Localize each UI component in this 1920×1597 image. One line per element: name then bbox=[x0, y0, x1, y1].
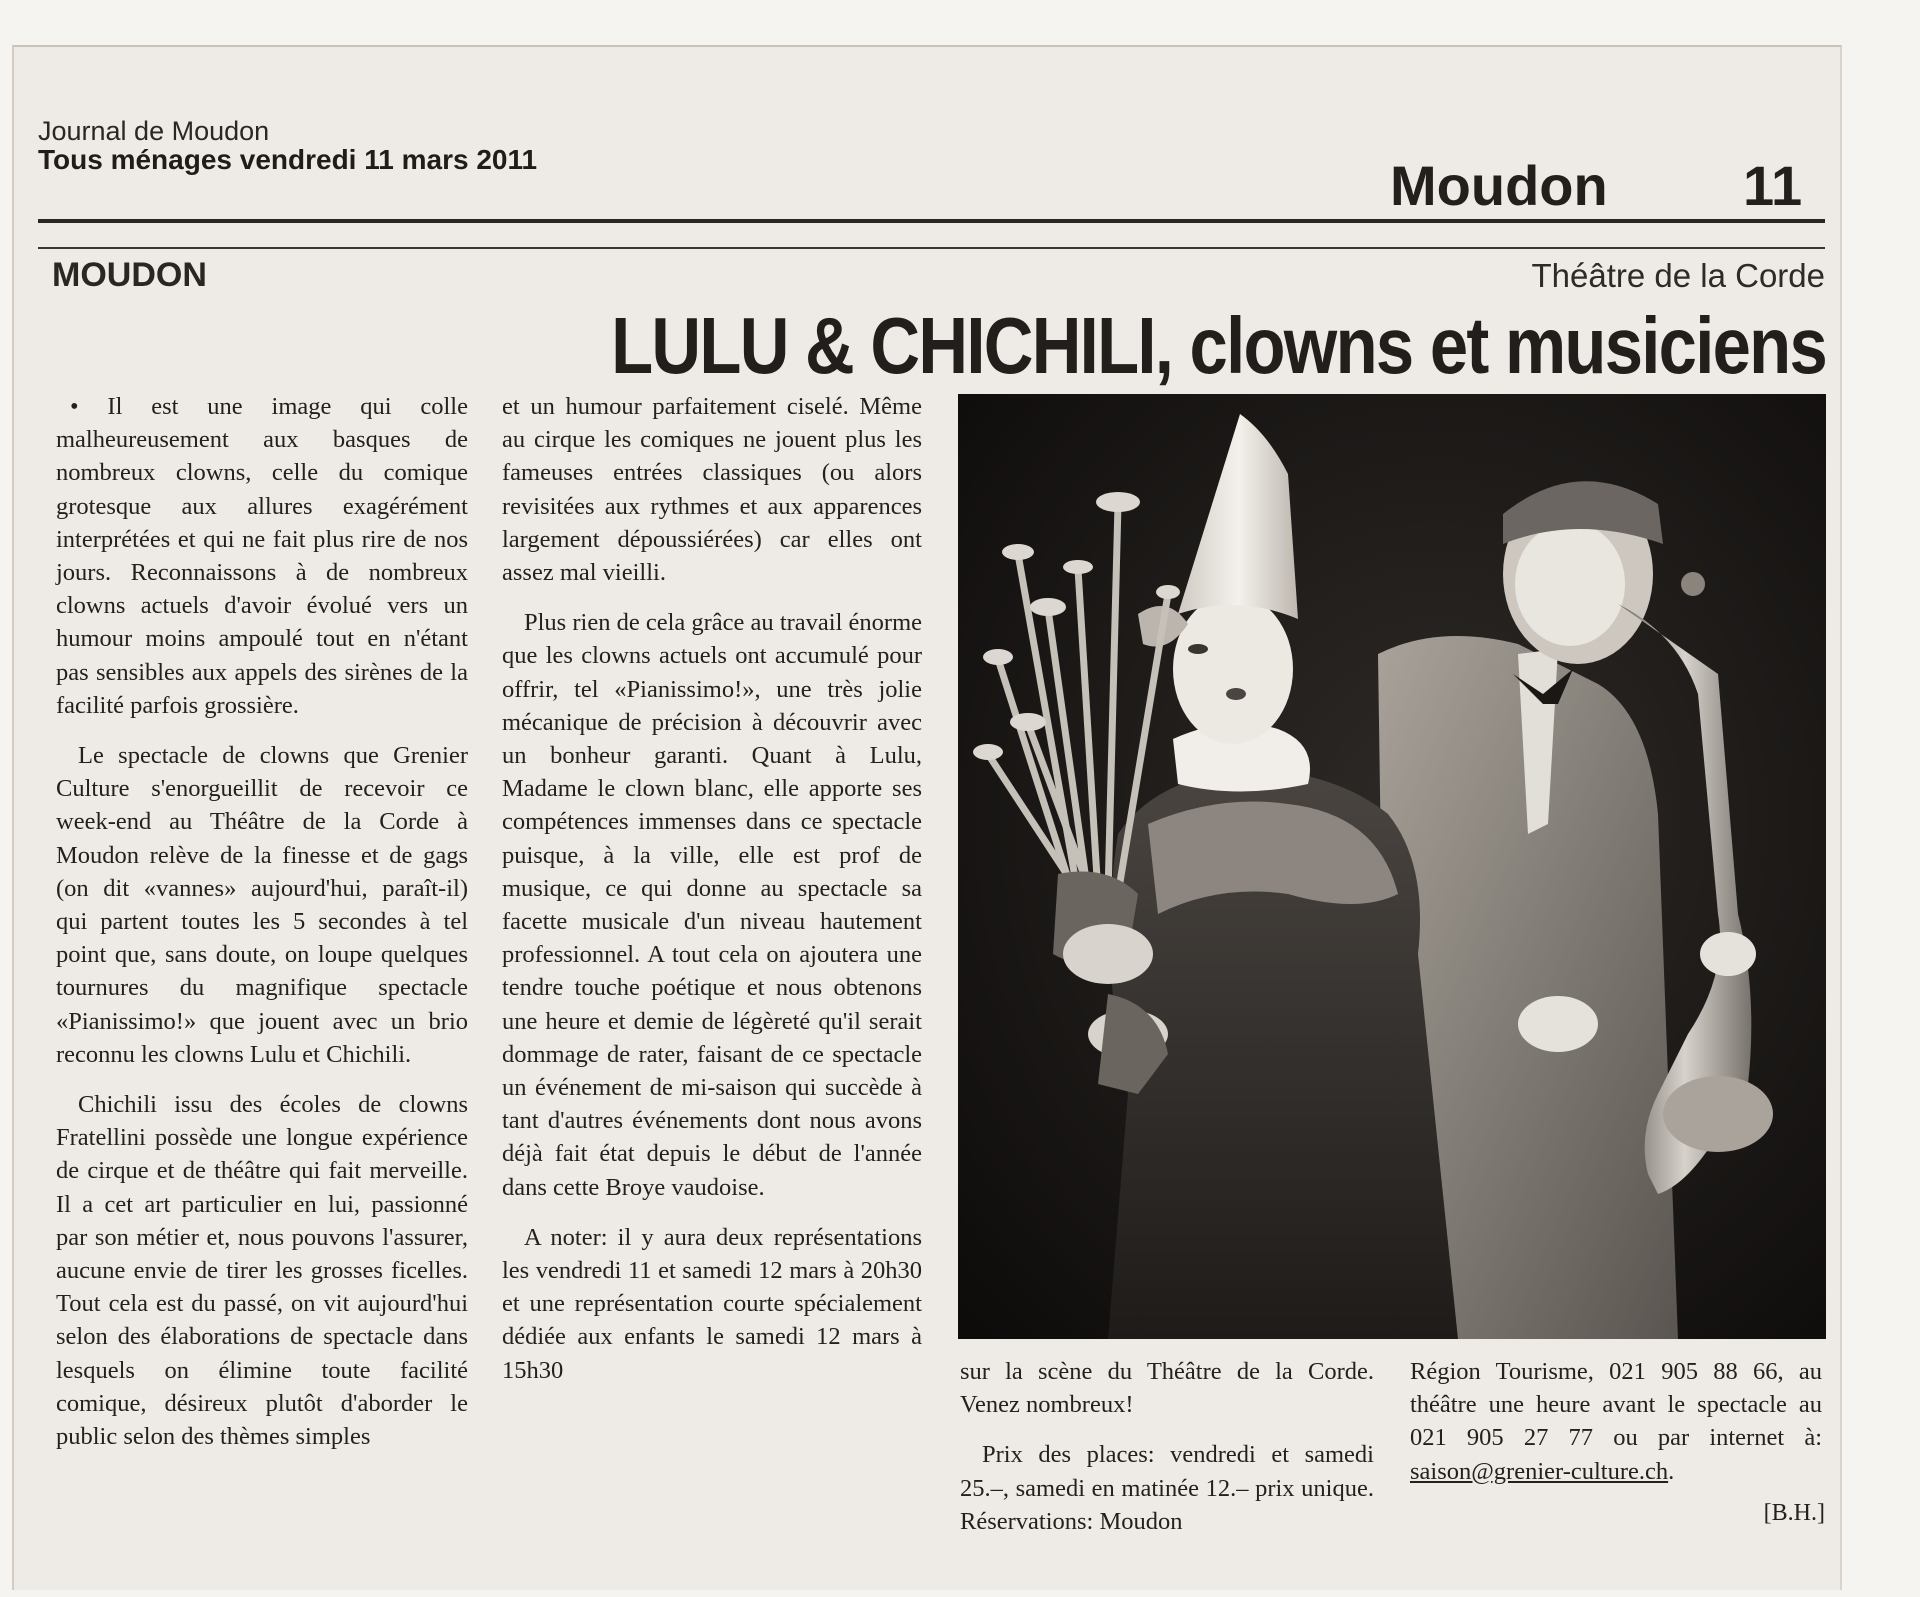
article-column-2 bbox=[502, 390, 922, 1404]
reservation-end: . bbox=[1668, 1457, 1675, 1485]
paragraph: et un humour parfaitement ciselé. Même au cirque les comiques ne jouent plus les fameuses entrées classiques (ou alors revisitées aux rythmes et aux apparences largement dépoussiérées) car elles ont assez mal vieilli. bbox=[502, 393, 922, 587]
paragraph: Chichili issu des écoles de clowns Fratellini possède une longue expérience de cirque et de théâtre qui fait merveille. Il a cet art particulier en lui, passionné par son métier et, nous pouvons l'assurer, aucune envie de tirer les grosses ficelles. Tout cela est du passé, on vit aujourd'hui selon des élaborations de spectacle dans lesquels on élimine toute facilité comique, désireux plutôt d'aborder le public selon des thèmes simples bbox=[56, 1091, 468, 1451]
clowns-photo bbox=[958, 394, 1826, 1339]
clowns-photo-icon bbox=[958, 394, 1826, 1339]
paragraph bbox=[1410, 1355, 1822, 1488]
section-title: Moudon bbox=[1390, 154, 1608, 217]
paragraph: sur la scène du Théâtre de la Corde. Venez nombreux! bbox=[960, 1358, 1374, 1419]
paragraph: A noter: il y aura deux représentations les vendredi 11 et samedi 12 mars à 20h30 et une représentation courte spécialement dédiée aux enfants le samedi 12 mars à 15h30 bbox=[502, 1223, 922, 1384]
article-venue: Théâtre de la Corde bbox=[1531, 257, 1825, 294]
paragraph: • Il est une image qui colle malheureusement aux basques de nombreux clowns, celle du comique grotesque aux allures exagérément interprétées et qui ne fait plus rire de nos jours. Reconnaissons à de nombreux clowns actuels d'avoir évolué vers un humour moins ampoulé tout en n'étant pas sensibles aux appels des sirènes de la facilité parfois grossière. bbox=[56, 393, 468, 719]
article-column-1 bbox=[56, 390, 468, 1470]
article-column-4 bbox=[1410, 1355, 1822, 1505]
paragraph: Le spectacle de clowns que Grenier Culture s'enorgueillit de recevoir ce week-end au Théâtre de la Corde à Moudon relève de la finesse et de gags (on dit «vannes» aujourd'hui, paraît-il) qui partent toutes les 5 secondes à tel point que, sans doute, on loupe quelques tournures du magnifique spectacle «Pianissimo!» que jouent avec un brio reconnu les clowns Lulu et Chichili. bbox=[56, 742, 468, 1068]
header-rule-thin bbox=[38, 247, 1825, 249]
article-headline: LULU & CHICHILI, clowns et musiciens bbox=[611, 301, 1826, 390]
paper-name: Journal de Moudon bbox=[38, 116, 270, 146]
masthead bbox=[38, 117, 537, 175]
reservation-text: Région Tourisme, 021 905 88 66, au théâtre une heure avant le spectacle au 021 905 27 77 ou par internet à: bbox=[1410, 1358, 1822, 1452]
article-kicker: MOUDON bbox=[52, 256, 207, 294]
paragraph: Plus rien de cela grâce au travail énorme que les clowns actuels ont accumulé pour offrir, tel «Pianissimo!», une très jolie mécanique de précision à découvrir avec un bonheur garanti. Quant à Lulu, Madame le clown blanc, elle apporte ses compétences immenses dans ce spectacle puisque, à la ville, elle est prof de musique, ce qui donne au spectacle sa facette musicale d'un niveau hautement professionnel. A tout cela on ajoutera une tendre touche poétique et nous obtenons une heure et demie de légèreté qu'il serait dommage de rater, faisant de ce spectacle un événement de mi-saison qui succède à tant d'autres événements dont nous avons déjà fait état depuis le début de l'année dans cette Broye vaudoise. bbox=[502, 609, 922, 1201]
edition-date: Tous ménages vendredi 11 mars 2011 bbox=[38, 144, 538, 175]
article-column-3 bbox=[960, 1355, 1374, 1555]
header-rule bbox=[38, 219, 1825, 223]
byline: [B.H.] bbox=[1763, 1500, 1825, 1526]
email-link[interactable]: saison@grenier-culture.ch bbox=[1410, 1457, 1669, 1485]
paragraph: Prix des places: vendredi et samedi 25.–, samedi en matinée 12.– prix unique. Réservations: Moudon bbox=[960, 1441, 1374, 1535]
page-number: 11 bbox=[1743, 154, 1803, 217]
